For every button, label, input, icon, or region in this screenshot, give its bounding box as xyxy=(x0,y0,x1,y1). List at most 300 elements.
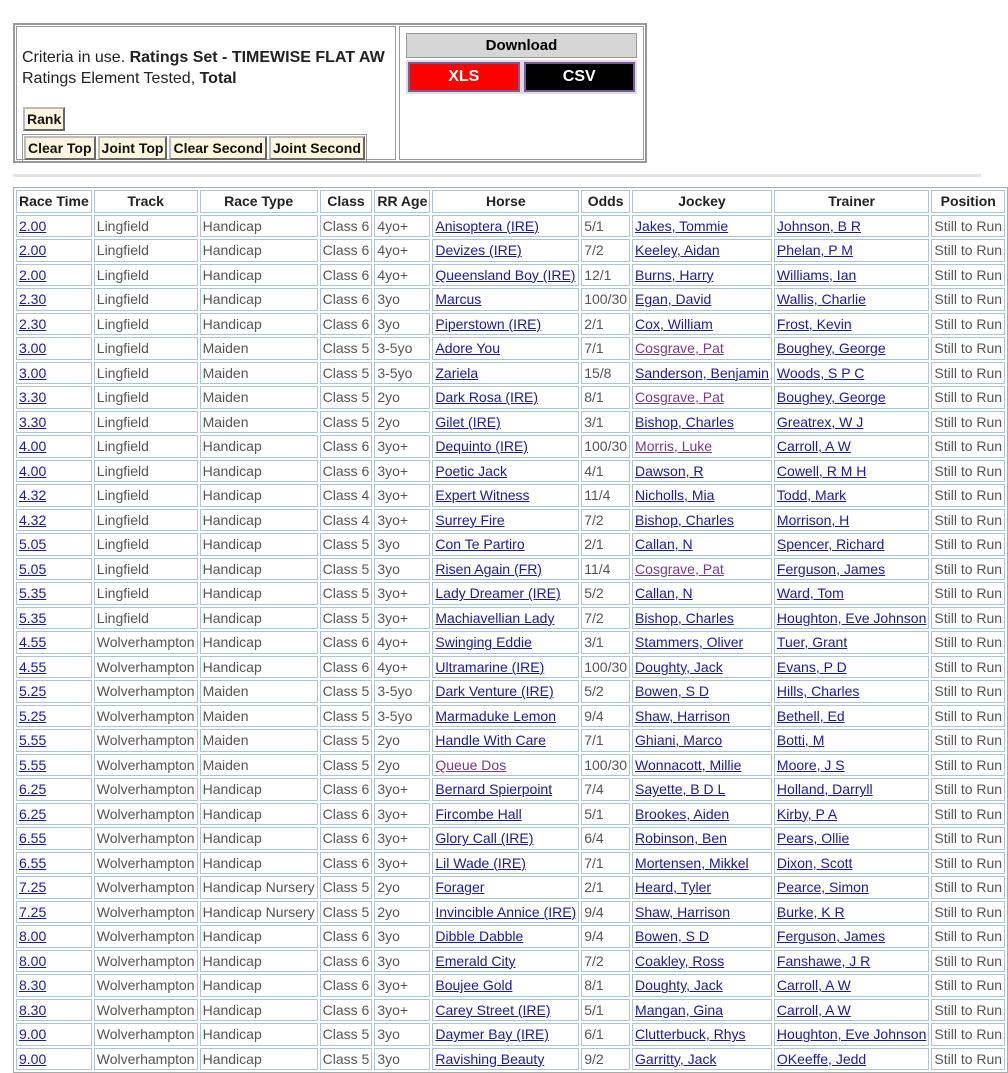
cell-track: Lingfield xyxy=(94,264,198,287)
header-horse: Horse xyxy=(432,190,579,213)
cell-race-type: Handicap xyxy=(200,607,318,630)
criteria-prefix: Criteria in use. xyxy=(22,49,130,66)
cell-track: Wolverhampton xyxy=(94,656,198,679)
cell-odds: 8/1 xyxy=(581,974,630,997)
trainer-link[interactable]: Burke, K R xyxy=(776,903,845,920)
cell-trainer xyxy=(774,264,929,287)
cell-class: Class 5 xyxy=(320,337,373,360)
joint-top-button[interactable]: Joint Top xyxy=(98,136,168,160)
cell-odds: 2/1 xyxy=(581,313,630,336)
rank-button[interactable]: Rank xyxy=(23,107,65,131)
cell-race-type: Handicap xyxy=(200,631,318,654)
trainer-link[interactable]: Carroll, A W xyxy=(776,977,851,994)
jockey-link[interactable]: Brookes, Aiden xyxy=(635,805,730,822)
cell-trainer xyxy=(774,533,929,556)
cell-trainer xyxy=(774,754,929,777)
trainer-link[interactable]: Morrison, H xyxy=(776,511,850,528)
jockey-link[interactable]: Garritty, Jack xyxy=(635,1050,717,1067)
race-time-link[interactable]: 5.55 xyxy=(19,732,47,749)
csv-button[interactable]: CSV xyxy=(524,62,636,92)
cell-race-type: Handicap xyxy=(200,999,318,1022)
horse-link[interactable]: Ultramarine (IRE) xyxy=(435,658,545,675)
cell-horse xyxy=(432,631,579,654)
horse-link[interactable]: Glory Call (IRE) xyxy=(435,830,534,847)
jockey-link[interactable]: Wonnacott, Millie xyxy=(635,756,742,773)
cell-track: Lingfield xyxy=(94,509,198,532)
cell-track: Wolverhampton xyxy=(94,827,198,850)
horse-link[interactable]: Expert Witness xyxy=(435,487,530,504)
jockey-link[interactable]: Sayette, B D L xyxy=(635,781,726,798)
cell-race-time xyxy=(16,435,92,458)
jockey-link[interactable]: Doughty, Jack xyxy=(635,977,723,994)
cell-race-type: Handicap xyxy=(200,582,318,605)
cell-jockey xyxy=(632,876,772,899)
race-time-link[interactable]: 2.00 xyxy=(19,217,47,234)
cell-rr-age: 3yo+ xyxy=(374,803,430,826)
table-row xyxy=(16,999,1005,1022)
cell-race-time xyxy=(16,680,92,703)
horse-link[interactable]: Emerald City xyxy=(435,952,516,969)
horse-link[interactable]: Adore You xyxy=(435,340,500,357)
cell-rr-age: 3-5yo xyxy=(374,680,430,703)
cell-jockey xyxy=(632,705,772,728)
trainer-link[interactable]: Evans, P D xyxy=(776,658,847,675)
horse-link[interactable]: Fircombe Hall xyxy=(435,805,522,822)
cell-track: Wolverhampton xyxy=(94,974,198,997)
table-row xyxy=(16,680,1005,703)
horse-link[interactable]: Machiavellian Lady xyxy=(435,609,555,626)
trainer-link[interactable]: OKeeffe, Jedd xyxy=(776,1050,867,1067)
horse-link[interactable]: Lady Dreamer (IRE) xyxy=(435,585,561,602)
cell-trainer xyxy=(774,631,929,654)
trainer-link[interactable]: Fanshawe, J R xyxy=(776,952,871,969)
jockey-link[interactable]: Cosgrave, Pat xyxy=(635,560,724,577)
trainer-link[interactable]: Frost, Kevin xyxy=(776,315,852,332)
race-time-link[interactable]: 4.00 xyxy=(19,462,47,479)
cell-rr-age: 2yo xyxy=(374,411,430,434)
trainer-link[interactable]: Ward, Tom xyxy=(776,585,844,602)
race-time-link[interactable]: 6.25 xyxy=(19,781,47,798)
jockey-link[interactable]: Clutterbuck, Rhys xyxy=(635,1026,746,1043)
cell-track: Wolverhampton xyxy=(94,680,198,703)
cell-odds: 9/4 xyxy=(581,925,630,948)
cell-track: Lingfield xyxy=(94,313,198,336)
filter-buttons xyxy=(22,134,367,162)
cell-class: Class 6 xyxy=(320,950,373,973)
cell-race-type: Handicap xyxy=(200,239,318,262)
cell-odds: 3/1 xyxy=(581,631,630,654)
jockey-link[interactable]: Bowen, S D xyxy=(635,928,709,945)
trainer-link[interactable]: Dixon, Scott xyxy=(776,854,853,871)
cell-rr-age: 3yo+ xyxy=(374,852,430,875)
horse-link[interactable]: Gilet (IRE) xyxy=(435,413,501,430)
cell-race-type: Maiden xyxy=(200,705,318,728)
table-row xyxy=(16,950,1005,973)
cell-jockey xyxy=(632,362,772,385)
race-time-link[interactable]: 2.00 xyxy=(19,266,47,283)
cell-horse xyxy=(432,362,579,385)
race-time-link[interactable]: 2.00 xyxy=(19,242,47,259)
jockey-link[interactable]: Doughty, Jack xyxy=(635,658,723,675)
trainer-link[interactable]: Wallis, Charlie xyxy=(776,291,866,308)
trainer-link[interactable]: Pearce, Simon xyxy=(776,879,869,896)
jockey-link[interactable]: Callan, N xyxy=(635,536,693,553)
cell-jockey xyxy=(632,680,772,703)
joint-second-button[interactable]: Joint Second xyxy=(269,136,365,160)
cell-race-time xyxy=(16,631,92,654)
cell-odds: 7/2 xyxy=(581,607,630,630)
cell-position: Still to Run xyxy=(931,1048,1005,1071)
cell-race-type: Handicap xyxy=(200,509,318,532)
cell-race-type: Maiden xyxy=(200,362,318,385)
header-trainer: Trainer xyxy=(774,190,929,213)
cell-track: Wolverhampton xyxy=(94,852,198,875)
jockey-link[interactable]: Cosgrave, Pat xyxy=(635,340,724,357)
cell-trainer xyxy=(774,435,929,458)
cell-position: Still to Run xyxy=(931,484,1005,507)
cell-class: Class 5 xyxy=(320,582,373,605)
horse-link[interactable]: Dibble Dabble xyxy=(435,928,524,945)
cell-position: Still to Run xyxy=(931,558,1005,581)
cell-track: Wolverhampton xyxy=(94,901,198,924)
cell-race-time xyxy=(16,264,92,287)
horse-link[interactable]: Marcus xyxy=(435,291,482,308)
cell-track: Wolverhampton xyxy=(94,925,198,948)
cell-rr-age: 3yo+ xyxy=(374,974,430,997)
download-buttons xyxy=(406,60,637,94)
race-time-link[interactable]: 7.25 xyxy=(19,879,47,896)
jockey-link[interactable]: Burns, Harry xyxy=(635,266,714,283)
cell-class: Class 6 xyxy=(320,656,373,679)
clear-top-button[interactable]: Clear Top xyxy=(24,136,96,160)
cell-class: Class 6 xyxy=(320,778,373,801)
trainer-link[interactable]: Cowell, R M H xyxy=(776,462,867,479)
cell-odds: 7/1 xyxy=(581,729,630,752)
race-time-link[interactable]: 6.55 xyxy=(19,854,47,871)
horse-link[interactable]: Handle With Care xyxy=(435,732,546,749)
horse-link[interactable]: Poetic Jack xyxy=(435,462,507,479)
race-time-link[interactable]: 5.05 xyxy=(19,536,47,553)
cell-horse xyxy=(432,852,579,875)
cell-jockey xyxy=(632,852,772,875)
cell-class: Class 6 xyxy=(320,460,373,483)
cell-rr-age: 3yo xyxy=(374,313,430,336)
cell-jockey xyxy=(632,656,772,679)
race-time-link[interactable]: 2.30 xyxy=(19,291,47,308)
trainer-link[interactable]: Greatrex, W J xyxy=(776,413,864,430)
cell-race-time xyxy=(16,533,92,556)
jockey-link[interactable]: Heard, Tyler xyxy=(635,879,712,896)
race-time-link[interactable]: 9.00 xyxy=(19,1026,47,1043)
cell-odds: 11/4 xyxy=(581,558,630,581)
jockey-link[interactable]: Cosgrave, Pat xyxy=(635,389,724,406)
table-row xyxy=(16,607,1005,630)
trainer-link[interactable]: Johnson, B R xyxy=(776,217,861,234)
trainer-link[interactable]: Carroll, A W xyxy=(776,438,851,455)
horse-link[interactable]: Piperstown (IRE) xyxy=(435,315,542,332)
cell-trainer xyxy=(774,607,929,630)
cell-class: Class 5 xyxy=(320,362,373,385)
horse-link[interactable]: Bernard Spierpoint xyxy=(435,781,553,798)
cell-position: Still to Run xyxy=(931,950,1005,973)
race-time-link[interactable]: 4.00 xyxy=(19,438,47,455)
cell-odds: 11/4 xyxy=(581,484,630,507)
cell-horse xyxy=(432,484,579,507)
cell-position: Still to Run xyxy=(931,264,1005,287)
cell-position: Still to Run xyxy=(931,509,1005,532)
race-time-link[interactable]: 2.30 xyxy=(19,315,47,332)
cell-class: Class 4 xyxy=(320,509,373,532)
cell-race-type: Handicap xyxy=(200,215,318,238)
cell-trainer xyxy=(774,484,929,507)
cell-position: Still to Run xyxy=(931,460,1005,483)
cell-trainer xyxy=(774,460,929,483)
race-time-link[interactable]: 5.25 xyxy=(19,683,47,700)
horse-link[interactable]: Zariela xyxy=(435,364,479,381)
race-time-link[interactable]: 5.55 xyxy=(19,756,47,773)
horse-link[interactable]: Dequinto (IRE) xyxy=(435,438,528,455)
clear-second-button[interactable]: Clear Second xyxy=(169,136,266,160)
jockey-link[interactable]: Robinson, Ben xyxy=(635,830,727,847)
horse-link[interactable]: Dark Rosa (IRE) xyxy=(435,389,539,406)
cell-rr-age: 3-5yo xyxy=(374,705,430,728)
horse-link[interactable]: Anisoptera (IRE) xyxy=(435,217,539,234)
race-time-link[interactable]: 6.55 xyxy=(19,830,47,847)
jockey-link[interactable]: Callan, N xyxy=(635,585,693,602)
cell-class: Class 5 xyxy=(320,876,373,899)
cell-horse xyxy=(432,803,579,826)
cell-horse xyxy=(432,901,579,924)
rank-group xyxy=(23,107,65,131)
table-row xyxy=(16,974,1005,997)
race-time-link[interactable]: 8.30 xyxy=(19,977,47,994)
cell-track: Lingfield xyxy=(94,558,198,581)
cell-odds: 7/2 xyxy=(581,950,630,973)
cell-horse xyxy=(432,435,579,458)
cell-odds: 7/4 xyxy=(581,778,630,801)
race-time-link[interactable]: 3.00 xyxy=(19,364,47,381)
cell-track: Wolverhampton xyxy=(94,1048,198,1071)
cell-jockey xyxy=(632,215,772,238)
cell-race-type: Maiden xyxy=(200,729,318,752)
jockey-link[interactable]: Bishop, Charles xyxy=(635,413,734,430)
cell-race-type: Maiden xyxy=(200,386,318,409)
cell-position: Still to Run xyxy=(931,607,1005,630)
cell-track: Lingfield xyxy=(94,484,198,507)
header-race-time: Race Time xyxy=(16,190,92,213)
trainer-link[interactable]: Carroll, A W xyxy=(776,1001,851,1018)
race-time-link[interactable]: 4.32 xyxy=(19,511,47,528)
cell-class: Class 5 xyxy=(320,680,373,703)
trainer-link[interactable]: Houghton, Eve Johnson xyxy=(776,609,927,626)
race-time-link[interactable]: 3.30 xyxy=(19,389,47,406)
cell-odds: 5/1 xyxy=(581,999,630,1022)
cell-jockey xyxy=(632,239,772,262)
race-time-link[interactable]: 6.25 xyxy=(19,805,47,822)
horse-link[interactable]: Lil Wade (IRE) xyxy=(435,854,526,871)
cell-position: Still to Run xyxy=(931,313,1005,336)
jockey-link[interactable]: Mortensen, Mikkel xyxy=(635,854,749,871)
race-time-link[interactable]: 7.25 xyxy=(19,903,47,920)
jockey-link[interactable]: Jakes, Tommie xyxy=(635,217,729,234)
jockey-link[interactable]: Bishop, Charles xyxy=(635,511,734,528)
trainer-link[interactable]: Bethell, Ed xyxy=(776,707,845,724)
cell-jockey xyxy=(632,778,772,801)
horse-link[interactable]: Boujee Gold xyxy=(435,977,513,994)
cell-position: Still to Run xyxy=(931,362,1005,385)
horse-link[interactable]: Surrey Fire xyxy=(435,511,505,528)
race-time-link[interactable]: 5.25 xyxy=(19,707,47,724)
cell-jockey xyxy=(632,999,772,1022)
jockey-link[interactable]: Morris, Luke xyxy=(635,438,713,455)
horse-link[interactable]: Forager xyxy=(435,879,485,896)
cell-position: Still to Run xyxy=(931,680,1005,703)
cell-race-time xyxy=(16,288,92,311)
jockey-link[interactable]: Ghiani, Marco xyxy=(635,732,723,749)
trainer-link[interactable]: Woods, S P C xyxy=(776,364,865,381)
race-time-link[interactable]: 3.00 xyxy=(19,340,47,357)
cell-odds: 100/30 xyxy=(581,435,630,458)
cell-trainer xyxy=(774,215,929,238)
jockey-link[interactable]: Shaw, Harrison xyxy=(635,707,730,724)
trainer-link[interactable]: Hills, Charles xyxy=(776,683,860,700)
jockey-link[interactable]: Dawson, R xyxy=(635,462,704,479)
trainer-link[interactable]: Tuer, Grant xyxy=(776,634,848,651)
race-time-link[interactable]: 5.35 xyxy=(19,585,47,602)
jockey-link[interactable]: Bowen, S D xyxy=(635,683,709,700)
jockey-link[interactable]: Nicholls, Mia xyxy=(635,487,715,504)
cell-rr-age: 3yo+ xyxy=(374,509,430,532)
horse-link[interactable]: Ravishing Beauty xyxy=(435,1050,545,1067)
cell-rr-age: 4yo+ xyxy=(374,239,430,262)
cell-jockey xyxy=(632,901,772,924)
cell-position: Still to Run xyxy=(931,754,1005,777)
cell-track: Lingfield xyxy=(94,337,198,360)
cell-class: Class 5 xyxy=(320,607,373,630)
cell-race-time xyxy=(16,313,92,336)
jockey-link[interactable]: Egan, David xyxy=(635,291,712,308)
race-time-link[interactable]: 8.00 xyxy=(19,952,47,969)
cell-trainer xyxy=(774,337,929,360)
cell-race-type: Handicap xyxy=(200,778,318,801)
race-time-link[interactable]: 3.30 xyxy=(19,413,47,430)
race-time-link[interactable]: 5.35 xyxy=(19,609,47,626)
cell-odds: 5/1 xyxy=(581,803,630,826)
cell-jockey xyxy=(632,533,772,556)
cell-race-type: Handicap xyxy=(200,435,318,458)
cell-odds: 3/1 xyxy=(581,411,630,434)
header-jockey: Jockey xyxy=(632,190,772,213)
race-time-link[interactable]: 9.00 xyxy=(19,1050,47,1067)
cell-jockey xyxy=(632,386,772,409)
table-row xyxy=(16,337,1005,360)
trainer-link[interactable]: Houghton, Eve Johnson xyxy=(776,1026,927,1043)
race-time-link[interactable]: 8.30 xyxy=(19,1001,47,1018)
cell-horse xyxy=(432,974,579,997)
cell-position: Still to Run xyxy=(931,411,1005,434)
trainer-link[interactable]: Botti, M xyxy=(776,732,825,749)
cell-position: Still to Run xyxy=(931,386,1005,409)
cell-track: Wolverhampton xyxy=(94,631,198,654)
cell-jockey xyxy=(632,1048,772,1071)
trainer-link[interactable]: Phelan, P M xyxy=(776,242,853,259)
jockey-link[interactable]: Keeley, Aidan xyxy=(635,242,720,259)
race-time-link[interactable]: 5.05 xyxy=(19,560,47,577)
cell-rr-age: 3yo xyxy=(374,950,430,973)
jockey-link[interactable]: Stammers, Oliver xyxy=(635,634,744,651)
race-time-link[interactable]: 4.32 xyxy=(19,487,47,504)
horse-link[interactable]: Daymer Bay (IRE) xyxy=(435,1026,549,1043)
cell-odds: 4/1 xyxy=(581,460,630,483)
cell-odds: 100/30 xyxy=(581,754,630,777)
trainer-link[interactable]: Ferguson, James xyxy=(776,560,886,577)
trainer-link[interactable]: Ferguson, James xyxy=(776,928,886,945)
race-time-link[interactable]: 4.55 xyxy=(19,634,47,651)
trainer-link[interactable]: Holland, Darryll xyxy=(776,781,873,798)
download-title: Download xyxy=(406,33,637,58)
horse-link[interactable]: Devizes (IRE) xyxy=(435,242,522,259)
cell-odds: 5/1 xyxy=(581,215,630,238)
cell-horse xyxy=(432,239,579,262)
horse-link[interactable]: Swinging Eddie xyxy=(435,634,532,651)
cell-race-time xyxy=(16,484,92,507)
xls-button[interactable]: XLS xyxy=(408,62,520,92)
cell-trainer xyxy=(774,386,929,409)
jockey-link[interactable]: Sanderson, Benjamin xyxy=(635,364,769,381)
horse-link[interactable]: Risen Again (FR) xyxy=(435,560,542,577)
trainer-link[interactable]: Todd, Mark xyxy=(776,487,847,504)
cell-odds: 9/4 xyxy=(581,901,630,924)
horse-link[interactable]: Dark Venture (IRE) xyxy=(435,683,554,700)
cell-race-time xyxy=(16,1023,92,1046)
cell-horse xyxy=(432,558,579,581)
cell-horse xyxy=(432,656,579,679)
horse-link[interactable]: Carey Street (IRE) xyxy=(435,1001,551,1018)
cell-position: Still to Run xyxy=(931,925,1005,948)
cell-rr-age: 3yo+ xyxy=(374,582,430,605)
race-time-link[interactable]: 8.00 xyxy=(19,928,47,945)
trainer-link[interactable]: Williams, Ian xyxy=(776,266,857,283)
table-row xyxy=(16,705,1005,728)
horse-link[interactable]: Queue Dos xyxy=(435,756,507,773)
jockey-link[interactable]: Bishop, Charles xyxy=(635,609,734,626)
cell-race-type: Handicap xyxy=(200,1023,318,1046)
trainer-link[interactable]: Boughey, George xyxy=(776,340,886,357)
cell-class: Class 6 xyxy=(320,215,373,238)
table-row xyxy=(16,901,1005,924)
horse-link[interactable]: Marmaduke Lemon xyxy=(435,707,556,724)
jockey-link[interactable]: Mangan, Gina xyxy=(635,1001,723,1018)
table-row xyxy=(16,484,1005,507)
element-value: Total xyxy=(199,70,237,87)
cell-jockey xyxy=(632,460,772,483)
cell-class: Class 6 xyxy=(320,288,373,311)
jockey-link[interactable]: Cox, William xyxy=(635,315,713,332)
horse-link[interactable]: Queensland Boy (IRE) xyxy=(435,266,576,283)
trainer-link[interactable]: Spencer, Richard xyxy=(776,536,885,553)
trainer-link[interactable]: Kirby, P A xyxy=(776,805,838,822)
jockey-link[interactable]: Shaw, Harrison xyxy=(635,903,730,920)
jockey-link[interactable]: Coakley, Ross xyxy=(635,952,725,969)
trainer-link[interactable]: Moore, J S xyxy=(776,756,845,773)
race-time-link[interactable]: 4.55 xyxy=(19,658,47,675)
horse-link[interactable]: Con Te Partiro xyxy=(435,536,525,553)
trainer-link[interactable]: Pears, Ollie xyxy=(776,830,850,847)
table-row xyxy=(16,460,1005,483)
trainer-link[interactable]: Boughey, George xyxy=(776,389,886,406)
horse-link[interactable]: Invincible Annice (IRE) xyxy=(435,903,577,920)
cell-jockey xyxy=(632,827,772,850)
